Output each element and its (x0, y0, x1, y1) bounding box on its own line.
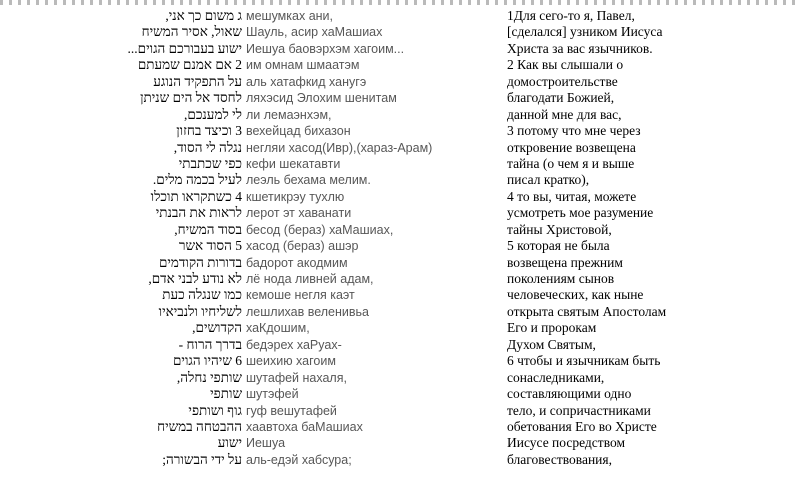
hebrew-line: ישוע בעבורכם הגוים... (127, 40, 242, 56)
russian-line: открыта святым Апостолам (507, 303, 667, 319)
hebrew-line: הקדושים, (192, 320, 242, 336)
russian-line: 5 которая не была (507, 238, 610, 254)
transliteration-line: леэль бехама мелим. (246, 173, 371, 188)
russian-line: Иисусе посредством (507, 435, 626, 451)
russian-line: Его и пророкам (507, 320, 597, 336)
transliteration-line: ли лемаэнхэм, (246, 107, 332, 122)
transliteration-line: шеихию хагоим (246, 354, 336, 369)
russian-line: тело, и сопричастниками (507, 402, 651, 418)
russian-line: тайны Христовой, (507, 221, 612, 237)
hebrew-line: על התפקיד הנוגע (153, 73, 242, 89)
hebrew-line: ישוע (217, 435, 242, 451)
hebrew-line: כמו שנגלה כעת (162, 287, 242, 303)
russian-line: усмотреть мое разумение (507, 205, 654, 221)
russian-line: поколениям сынов (507, 271, 615, 286)
hebrew-line: 5 הסוד אשר (178, 238, 242, 254)
transliteration-line: шутэфей (246, 387, 299, 402)
transliteration-line: кшетикрэу тухлю (246, 189, 345, 204)
russian-line: 3 потому что мне через (507, 123, 641, 139)
transliteration-line: бесод (бераз) хаМашиах, (246, 222, 394, 237)
transliteration-line: бадорот акодмим (246, 255, 348, 270)
transliteration-line: шутафей нахаля, (246, 370, 347, 385)
transliteration-line: лерот эт хаванати (246, 206, 352, 221)
transliteration-line: хасод (бераз) ашэр (246, 239, 359, 254)
transliteration-line: аль-едэй хабсура; (246, 452, 352, 467)
transliteration-line: кемоше негля каэт (246, 288, 355, 303)
hebrew-line: כפי שכתבתי (178, 155, 242, 171)
russian-line: тайна (о чем я и выше (507, 155, 635, 171)
transliteration-line: мешумках ани, (246, 9, 334, 23)
russian-line: данной мне для вас, (507, 106, 622, 122)
hebrew-line: 3 וכיצד בחזון (176, 123, 242, 139)
transliteration-line: бедэрех хаРуах- (246, 337, 342, 352)
russian-line: возвещена прежним (507, 254, 623, 270)
transliteration-line: им омнам шмаатэм (246, 58, 360, 73)
transliteration-line: вехейцад бихазон (246, 124, 351, 139)
russian-line: [сделался] узником Иисуса (507, 24, 663, 40)
russian-line: обетования Его во Христе (507, 418, 657, 434)
hebrew-line: בסוד המשיח, (174, 221, 242, 237)
russian-line: домостроительстве (507, 73, 618, 89)
transliteration-line: негляи хасод(Ивр),(хараз-Арам) (246, 140, 433, 155)
hebrew-line: 6 שיהיו הגוים (173, 353, 242, 369)
hebrew-line: על ידי הבשורה; (162, 451, 242, 467)
hebrew-line: שאול, אסיר המשיח (141, 24, 242, 40)
russian-line: 2 Как вы слышали о (507, 57, 624, 73)
hebrew-line: לא נודע לבני אדם, (148, 271, 242, 286)
transliteration-line: Иешуа баовэрхэм хагоим... (246, 41, 405, 56)
russian-line: благодати Божией, (507, 90, 615, 106)
transliteration-line: кефи шекатавти (246, 156, 341, 171)
transliteration-line: хаавтоха баМашиах (246, 419, 363, 434)
hebrew-line: שותפי נחלה, (176, 369, 242, 385)
hebrew-line: ההבטחה במשיח (157, 418, 242, 434)
russian-line: благовествования, (507, 451, 612, 467)
russian-text-column (507, 8, 792, 468)
hebrew-line: לראות את הבנתי (155, 205, 242, 221)
russian-line: откровение возвещена (507, 139, 636, 155)
hebrew-line: לחסד אל הים שניתן (140, 90, 242, 106)
russian-line: 4 то вы, читая, можете (507, 188, 637, 204)
transliteration-line: лешлихав веленивьа (246, 304, 369, 319)
hebrew-line: לי למענכם, (184, 106, 242, 122)
top-edge-strip (0, 0, 800, 5)
transliteration-line: аль хатафкид ханугэ (246, 74, 367, 89)
russian-line: Духом Святым, (507, 336, 596, 352)
hebrew-line: בדרך הרוח - (178, 336, 242, 352)
hebrew-line: נגלה לי הסוד, (173, 139, 242, 155)
russian-line: 1Для сего-то я, Павел, (507, 8, 635, 23)
hebrew-line: 4 כשתקראו תוכלו (150, 188, 242, 204)
hebrew-line: לעיל בכמה מלים. (152, 172, 242, 188)
russian-line: человеческих, как ныне (507, 287, 644, 303)
transliteration-line: Шауль, асир хаМашиах (246, 25, 383, 40)
hebrew-line: ג משום כך אני, (165, 8, 242, 23)
hebrew-line: גוף ושותפי (188, 402, 242, 418)
transliteration-line: Иешуа (246, 436, 286, 451)
hebrew-line: בדורות הקודמים (158, 254, 242, 270)
hebrew-line: לשליחיו ולנביאיו (158, 303, 242, 319)
hebrew-line: 2 אם אמנם שמעתם (137, 57, 242, 73)
transliteration-line: хаКдошим, (246, 321, 310, 336)
russian-line: составляющими одно (507, 386, 632, 402)
russian-line: 6 чтобы и язычникам быть (507, 353, 661, 369)
transliteration-text-column (246, 8, 486, 468)
russian-line: писал кратко), (507, 172, 590, 188)
hebrew-line: שותפי (210, 386, 242, 402)
transliteration-line: ляхэсид Элохим шенитам (246, 91, 397, 106)
transliteration-line: лё нода ливней адам, (246, 272, 374, 286)
russian-line: сонаследниками, (507, 369, 605, 385)
russian-line: Христа за вас язычников. (507, 40, 653, 56)
hebrew-text-column (12, 8, 242, 468)
transliteration-line: гуф вешутафей (246, 403, 337, 418)
